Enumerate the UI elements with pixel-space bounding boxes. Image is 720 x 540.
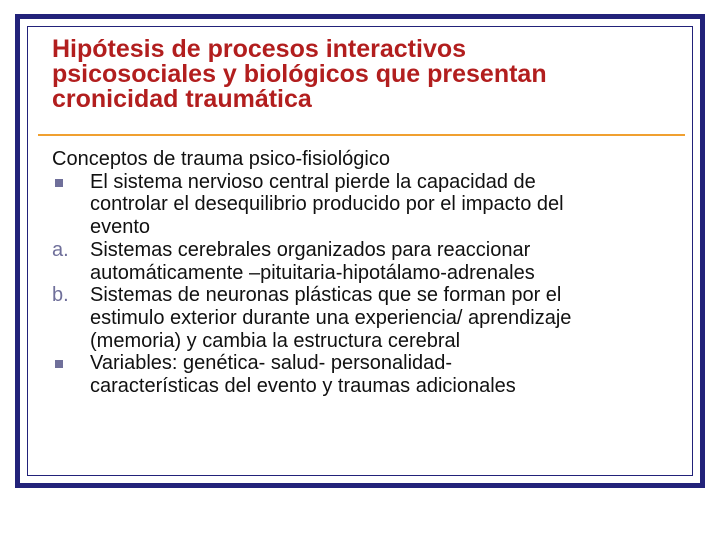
title-line: cronicidad traumática <box>52 85 312 113</box>
list-item <box>52 171 692 239</box>
list-item <box>52 239 692 284</box>
item-line: Sistemas cerebrales organizados para reaccionar <box>90 238 531 261</box>
item-line: controlar el desequilibrio producido por el impacto del <box>90 193 564 216</box>
item-line: (memoria) y cambia la estructura cerebral <box>90 329 461 352</box>
list-item <box>52 352 692 397</box>
slide-title <box>52 37 692 112</box>
title-line: Hipótesis de procesos interactivos <box>52 35 467 63</box>
item-line: Sistemas de neuronas plásticas que se forman por el <box>90 284 562 307</box>
slide-body <box>52 148 692 398</box>
item-line: estimulo exterior durante una experiencia/ aprendizaje <box>90 306 572 329</box>
item-line: Variables: genética- salud- personalidad- <box>90 352 453 375</box>
title-line: psicosociales y biológicos que presentan <box>52 60 547 88</box>
item-marker: a. <box>52 238 69 261</box>
title-divider <box>38 134 685 136</box>
item-line: evento <box>90 216 151 239</box>
item-line: características del evento y traumas adicionales <box>90 375 516 398</box>
intro-text: Conceptos de trauma psico-fisiológico <box>52 148 390 170</box>
item-marker: b. <box>52 284 69 307</box>
item-line: automáticamente –pituitaria-hipotálamo-adrenales <box>90 261 535 284</box>
item-line: El sistema nervioso central pierde la capacidad de <box>90 170 536 193</box>
list-item <box>52 284 692 352</box>
